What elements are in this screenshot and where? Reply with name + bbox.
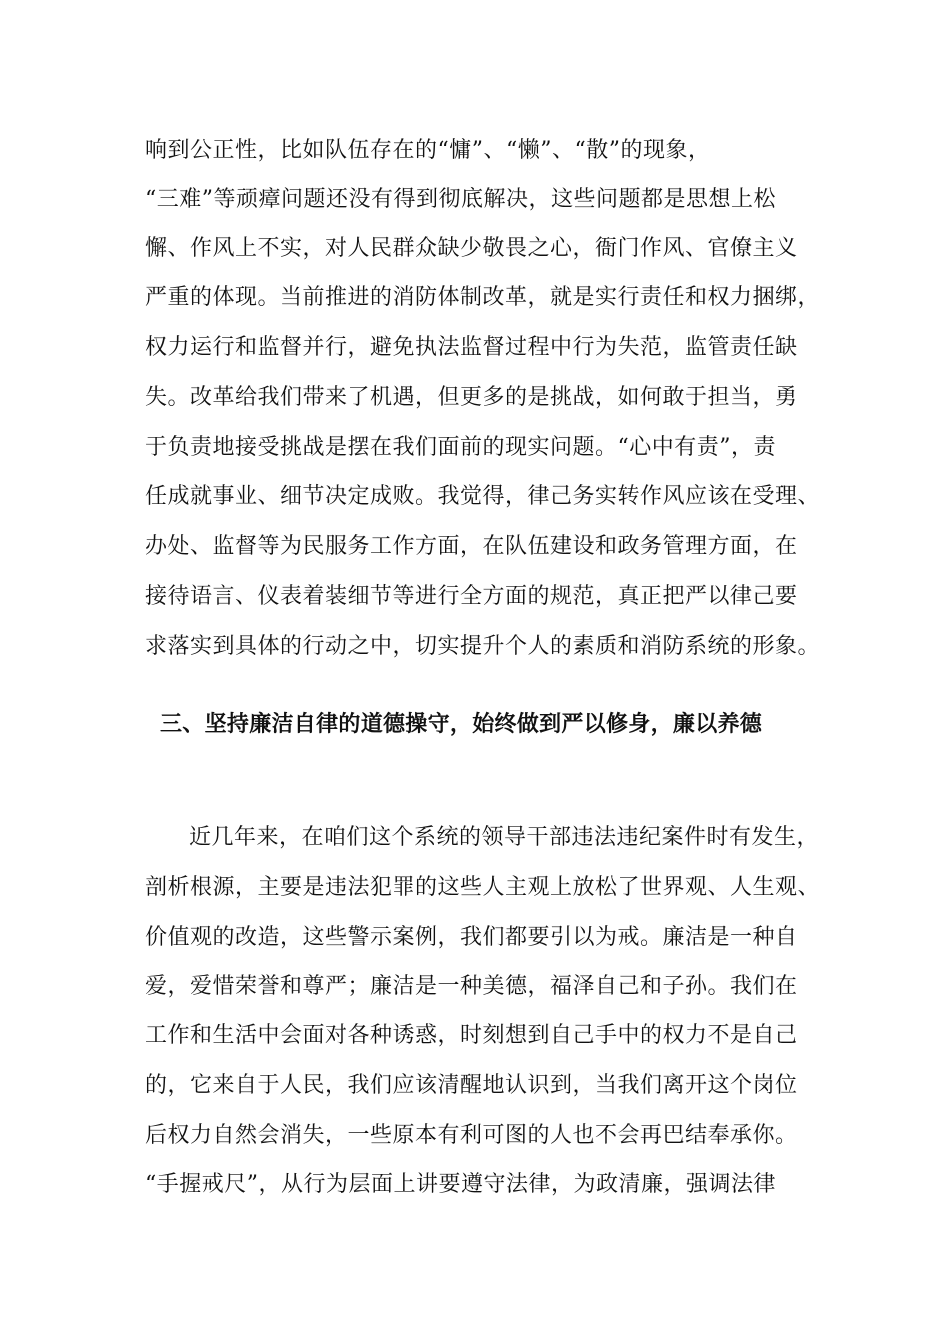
paragraph-1-line-5: 权力运行和监督并行，避免执法监督过程中行为失范，监管责任缺: [145, 335, 798, 360]
paragraph-1-line-2: “三难”等顽瘴问题还没有得到彻底解决，这些问题都是思想上松: [145, 187, 776, 212]
paragraph-2-line-8: “手握戒尺”，从行为层面上讲要遵守法律，为政清廉，强调法律: [145, 1172, 776, 1197]
paragraph-1-line-7: 于负责地接受挑战是摆在我们面前的现实问题。“心中有责”，责: [145, 435, 776, 460]
paragraph-2-line-1: 近几年来，在咱们这个系统的领导干部违法违纪案件时有发生，: [189, 825, 820, 850]
section-heading: 三、坚持廉洁自律的道德操守，始终做到严以修身，廉以养德: [160, 712, 763, 737]
paragraph-2-line-4: 爱，爱惜荣誉和尊严；廉洁是一种美德，福泽自己和子孙。我们在: [145, 974, 798, 999]
paragraph-1-line-6: 失。改革给我们带来了机遇，但更多的是挑战，如何敢于担当，勇: [145, 385, 798, 410]
paragraph-2-line-7: 后权力自然会消失，一些原本有利可图的人也不会再巴结奉承你。: [145, 1123, 798, 1148]
paragraph-1-line-9: 办处、监督等为民服务工作方面，在队伍建设和政务管理方面，在: [145, 534, 798, 559]
paragraph-1-line-10: 接待语言、仪表着装细节等进行全方面的规范，真正把严以律己要: [145, 584, 798, 609]
paragraph-2-line-3: 价值观的改造，这些警示案例，我们都要引以为戒。廉洁是一种自: [145, 925, 798, 950]
paragraph-2-line-5: 工作和生活中会面对各种诱惑，时刻想到自己手中的权力不是自己: [145, 1023, 798, 1048]
paragraph-1-line-3: 懈、作风上不实，对人民群众缺少敬畏之心，衙门作风、官僚主义: [145, 236, 798, 261]
paragraph-1-line-4: 严重的体现。当前推进的消防体制改革，就是实行责任和权力捆绑，: [145, 285, 821, 310]
paragraph-1-line-11: 求落实到具体的行动之中，切实提升个人的素质和消防系统的形象。: [145, 634, 821, 659]
paragraph-2-line-6: 的，它来自于人民，我们应该清醒地认识到，当我们离开这个岗位: [145, 1073, 798, 1098]
paragraph-2-line-2: 剖析根源，主要是违法犯罪的这些人主观上放松了世界观、人生观、: [145, 875, 821, 900]
paragraph-1-line-1: 响到公正性，比如队伍存在的“慵”、“懒”、“散”的现象，: [145, 138, 711, 163]
paragraph-1-line-8: 任成就事业、细节决定成败。我觉得，律己务实转作风应该在受理、: [145, 484, 821, 509]
